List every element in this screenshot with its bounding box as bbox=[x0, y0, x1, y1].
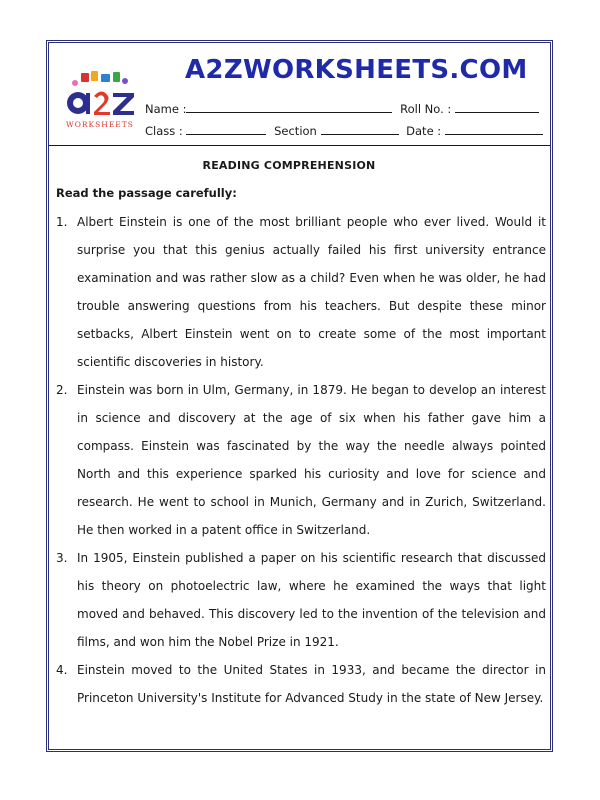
site-title: A2ZWORKSHEETS.COM bbox=[185, 55, 528, 85]
paragraph-2 bbox=[56, 376, 546, 544]
worksheet-frame bbox=[46, 40, 553, 752]
class-section-date-row bbox=[145, 123, 543, 138]
roll-number-label: Roll No. : bbox=[400, 102, 452, 116]
paragraph-number: 1. bbox=[56, 215, 68, 229]
worksheet-title: READING COMPREHENSION bbox=[202, 159, 376, 172]
name-roll-row bbox=[145, 101, 539, 116]
paragraph-text: Einstein moved to the United States in 1933, and became the director in Princeton University's Institute for Advanced Study in the state of New Jersey. bbox=[77, 663, 546, 705]
section-field-line bbox=[321, 123, 399, 135]
paragraph-number: 3. bbox=[56, 551, 68, 565]
name-label: Name : bbox=[145, 102, 187, 116]
paragraph-4 bbox=[56, 656, 546, 712]
paragraph-text: In 1905, Einstein published a paper on his scientific research that discussed his theory on photoelectric law, where he examined the ways that light moved and behaved. This discovery led to the invention of the television and films, and won him the Nobel Prize in 1921. bbox=[77, 551, 546, 649]
instruction-text: Read the passage carefully: bbox=[56, 186, 237, 200]
paragraph-number: 2. bbox=[56, 383, 68, 397]
date-label: Date : bbox=[406, 124, 442, 138]
roll-number-field-line bbox=[455, 101, 539, 113]
class-label: Class : bbox=[145, 124, 183, 138]
paragraph-1 bbox=[56, 208, 546, 376]
worksheet-header bbox=[49, 43, 550, 146]
name-field-line bbox=[186, 101, 392, 113]
paragraph-number: 4. bbox=[56, 663, 68, 677]
logo-caption: WORKSHEETS bbox=[66, 120, 134, 129]
paragraph-3 bbox=[56, 544, 546, 656]
a2z-logo-icon bbox=[61, 69, 139, 131]
class-field-line bbox=[186, 123, 266, 135]
paragraph-text: Albert Einstein is one of the most brilliant people who ever lived. Would it surprise you that this genius actually failed his first university entrance examination and was rather slow as a child? Even when he was older, he had trouble answering questions from his teachers. But despite these minor setbacks, Albert Einstein went on to create some of the most important scientific discoveries in history. bbox=[77, 215, 546, 369]
paragraph-text: Einstein was born in Ulm, Germany, in 1879. He began to develop an interest in science and discovery at the age of six when his father gave him a compass. Einstein was fascinated by the way the needle always pointed North and this experience sparked his curiosity and love for science and research. He went to school in Munich, Germany and in Zurich, Switzerland. He then worked in a patent office in Switzerland. bbox=[77, 383, 546, 537]
date-field-line bbox=[445, 123, 543, 135]
section-label: Section bbox=[274, 124, 317, 138]
